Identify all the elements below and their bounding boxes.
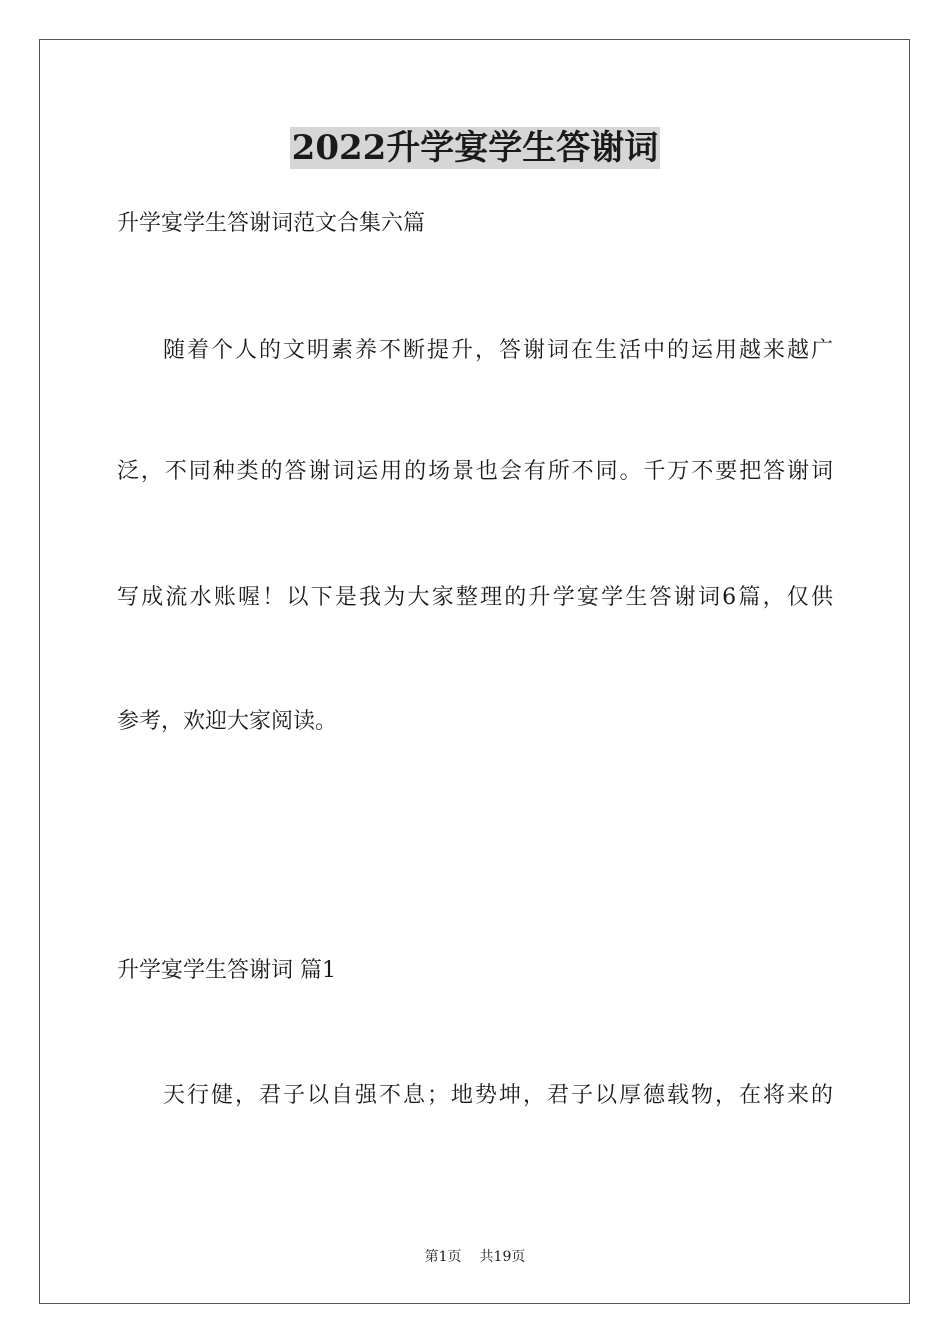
- document-subtitle: 升学宴学生答谢词范文合集六篇: [117, 211, 426, 236]
- section-heading: 升学宴学生答谢词 篇1: [117, 958, 336, 983]
- section-line-1: 天行健，君子以自强不息；地势坤，君子以厚德载物，在将来的: [163, 1083, 833, 1108]
- intro-line-2: 泛，不同种类的答谢词运用的场景也会有所不同。千万不要把答谢词: [117, 459, 833, 484]
- total-pages-indicator: 共19页: [479, 1249, 526, 1265]
- document-title: 2022升学宴学生答谢词: [291, 128, 659, 168]
- intro-line-3: 写成流水账喔！以下是我为大家整理的升学宴学生答谢词6篇，仅供: [117, 585, 833, 610]
- title-container: [0, 127, 950, 169]
- page-footer: [0, 1247, 950, 1267]
- current-page-indicator: 第1页: [424, 1249, 462, 1265]
- intro-line-1: 随着个人的文明素养不断提升，答谢词在生活中的运用越来越广: [163, 338, 833, 363]
- intro-line-4: 参考，欢迎大家阅读。: [117, 709, 338, 734]
